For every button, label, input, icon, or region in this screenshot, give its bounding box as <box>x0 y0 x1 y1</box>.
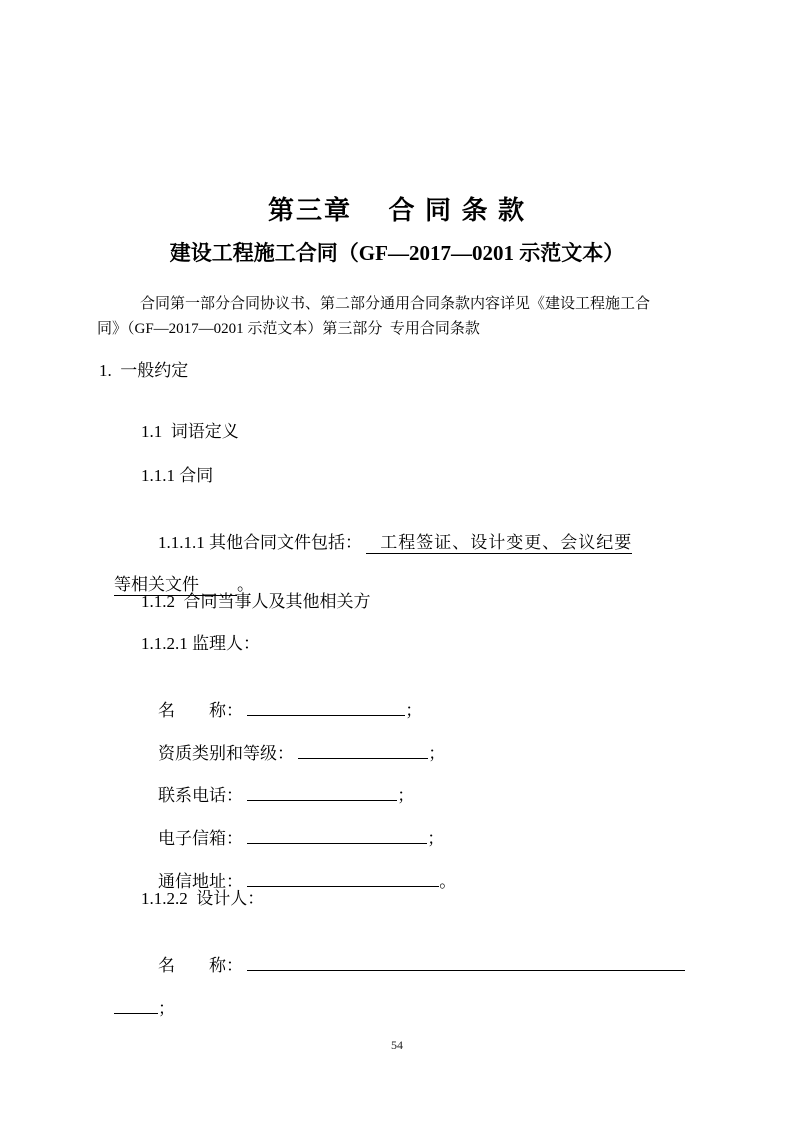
intro-line-1: 合同第一部分合同协议书、第二部分通用合同条款内容详见《建设工程施工合 <box>140 296 651 312</box>
heading-contract-parties: 1.1.2 合同当事人及其他相关方 <box>141 592 371 611</box>
other-docs-label: 1.1.1.1 其他合同文件包括： <box>158 533 367 552</box>
supervisor-address-blank <box>247 869 439 887</box>
supervisor-email-semicolon: ； <box>427 829 445 848</box>
supervisor-qualification-label: 资质类别和等级： <box>158 744 299 763</box>
designer-name-blank <box>247 953 685 971</box>
heading-supervisor: 1.1.2.1 监理人： <box>141 634 260 653</box>
supervisor-qualification-semicolon: ； <box>428 744 446 763</box>
designer-name-label: 名 称： <box>158 956 248 975</box>
supervisor-phone-semicolon: ； <box>397 786 415 805</box>
supervisor-name-semicolon: ； <box>405 701 423 720</box>
supervisor-phone-label: 联系电话： <box>158 786 248 805</box>
designer-name-continuation-blank <box>114 996 158 1014</box>
supervisor-email-label: 电子信箱： <box>158 829 248 848</box>
supervisor-name-blank <box>247 698 405 716</box>
heading-designer: 1.1.2.2 设计人： <box>141 889 265 908</box>
designer-name-row <box>141 929 685 1002</box>
other-docs-period: 。 <box>237 575 254 594</box>
document-subtitle: 建设工程施工合同（GF—2017—0201 示范文本） <box>169 241 625 265</box>
heading-definitions: 1.1 词语定义 <box>141 422 239 441</box>
heading-general-provisions: 1. 一般约定 <box>99 361 189 380</box>
supervisor-email-blank <box>247 826 427 844</box>
other-docs-filled-value-line1: 工程签证、设计变更、会议纪要 <box>366 533 632 554</box>
supervisor-qualification-blank <box>298 741 428 759</box>
other-docs-filled-value-line2: 等相关文件 <box>114 575 237 596</box>
page-number: 54 <box>391 1038 403 1052</box>
intro-line-2: 同》（GF—2017—0201 示范文本）第三部分 专用合同条款 <box>97 321 480 337</box>
chapter-title: 第三章 合 同 条 款 <box>267 196 526 225</box>
supervisor-address-period: 。 <box>439 872 457 891</box>
designer-name-continuation-row <box>97 972 175 1045</box>
supervisor-address-label: 通信地址： <box>158 872 248 891</box>
supervisor-phone-blank <box>247 783 397 801</box>
intro-paragraph <box>97 292 697 342</box>
heading-contract: 1.1.1 合同 <box>141 466 214 485</box>
designer-name-semicolon: ； <box>158 999 175 1018</box>
supervisor-name-label: 名 称： <box>158 701 248 720</box>
